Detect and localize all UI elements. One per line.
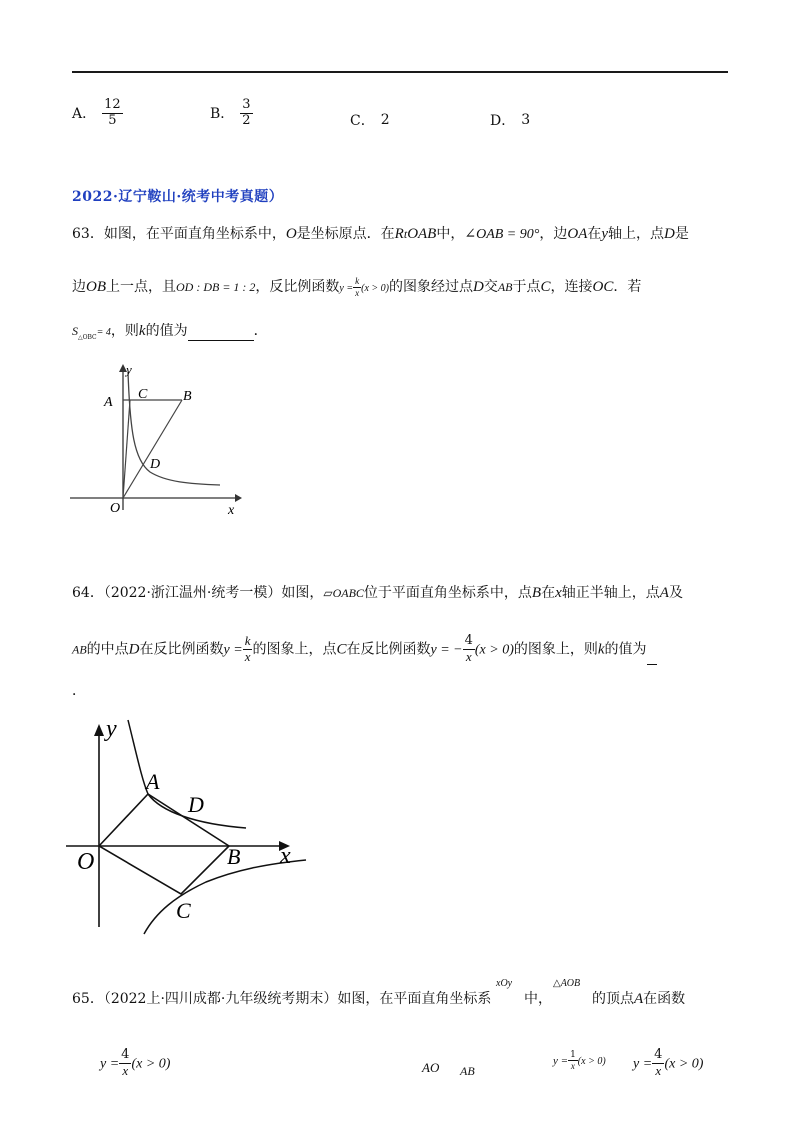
fig64-label-a: A [146, 769, 160, 794]
fig63-label-c: C [138, 387, 148, 402]
fig63-label-y: y [126, 362, 132, 377]
q63-line1: 63．如图，在平面直角坐标系中，O是坐标原点．在RtOAB中，∠OAB = 90°，边OA在y轴上，点D是 [72, 226, 689, 242]
q63-fraction: $\frac{k}{x}$ [355, 276, 360, 298]
fig64-label-b: B [227, 844, 241, 869]
q65-xoy: xOy [496, 978, 513, 989]
fig64-label-o: O [77, 849, 95, 875]
fig64-label-c: C [176, 898, 191, 923]
option-c[interactable]: C． 2 [350, 112, 390, 129]
fig63-label-b: B [183, 389, 192, 404]
q65-ao: AO [422, 1060, 440, 1075]
option-a-fraction: $\frac{12}{5}$ [104, 97, 121, 128]
option-a[interactable]: A． $\frac{12}{5}$ [72, 97, 121, 128]
option-b[interactable]: B． $\frac{3}{2}$ [210, 97, 251, 128]
section-source: 2022·辽宁鞍山·统考中考真题） [72, 189, 284, 205]
fig64-label-y: y [106, 716, 117, 742]
segment-oc [123, 400, 130, 498]
q65-line1: 65．（2022上·四川成都·九年级统考期末）如图，在平面直角坐标系 [72, 991, 492, 1007]
fig63-label-x: x [228, 503, 235, 518]
fig63-label-d: D [150, 457, 161, 472]
hyperbola-neg4 [144, 860, 306, 934]
x-axis-arrow [235, 494, 242, 502]
q65-function-2: y = $\frac{1}{x}$ (x > 0) [553, 1050, 606, 1072]
option-d[interactable]: D． 3 [490, 112, 531, 129]
header-rule [72, 71, 728, 73]
q65-text2: 的顶点A在函数 [592, 991, 686, 1007]
fig64-label-x: x [280, 843, 291, 869]
figure-63 [70, 360, 250, 520]
q65-text1: 中， [524, 991, 552, 1007]
q63-line3: $S_{\triangle OBC}= 4$，则k的值为 ． [72, 323, 268, 341]
q64-line2: AB的中点D在反比例函数y = $\frac{k}{x}$ 的图象上，点C在反比例函数y = − $\frac{4}{x}$ (x > 0)的图象上，则k的值为 [72, 634, 657, 665]
answer-blank-64[interactable] [647, 650, 657, 665]
q65-function-3: y = $\frac{4}{x}$ (x > 0) [633, 1047, 704, 1078]
fig64-label-d: D [188, 792, 204, 817]
q65-function-1: y = $\frac{4}{x}$ (x > 0) [100, 1047, 171, 1078]
option-b-fraction: $\frac{3}{2}$ [242, 97, 251, 128]
q63-line2: 边OB上一点，且OD : DB = 1 : 2，反比例函数y = $\frac{k}{x}$ (x > 0)的图象经过点D交AB于点C，连接OC．若 [72, 276, 642, 298]
y-axis-arrow [94, 724, 104, 736]
q65-ab: AB [460, 1064, 475, 1078]
segment-ob [123, 400, 182, 498]
answer-blank-63[interactable] [188, 326, 254, 341]
q64-fraction-k: $\frac{k}{x}$ [244, 633, 251, 664]
fig63-label-o: O [110, 501, 121, 516]
parallelogram-oabc [99, 794, 229, 894]
figure-64 [66, 712, 336, 937]
q64-line1: 64．（2022·浙江温州·统考一模）如图，▱OABC位于平面直角坐标系中，点B在x轴正半轴上，点A及 [72, 585, 683, 601]
fig63-label-a: A [104, 395, 113, 410]
q64-line3: ． [72, 683, 86, 699]
q64-fraction-4: $\frac{4}{x}$ [464, 633, 473, 664]
q65-triangle: △AOB [553, 978, 581, 989]
